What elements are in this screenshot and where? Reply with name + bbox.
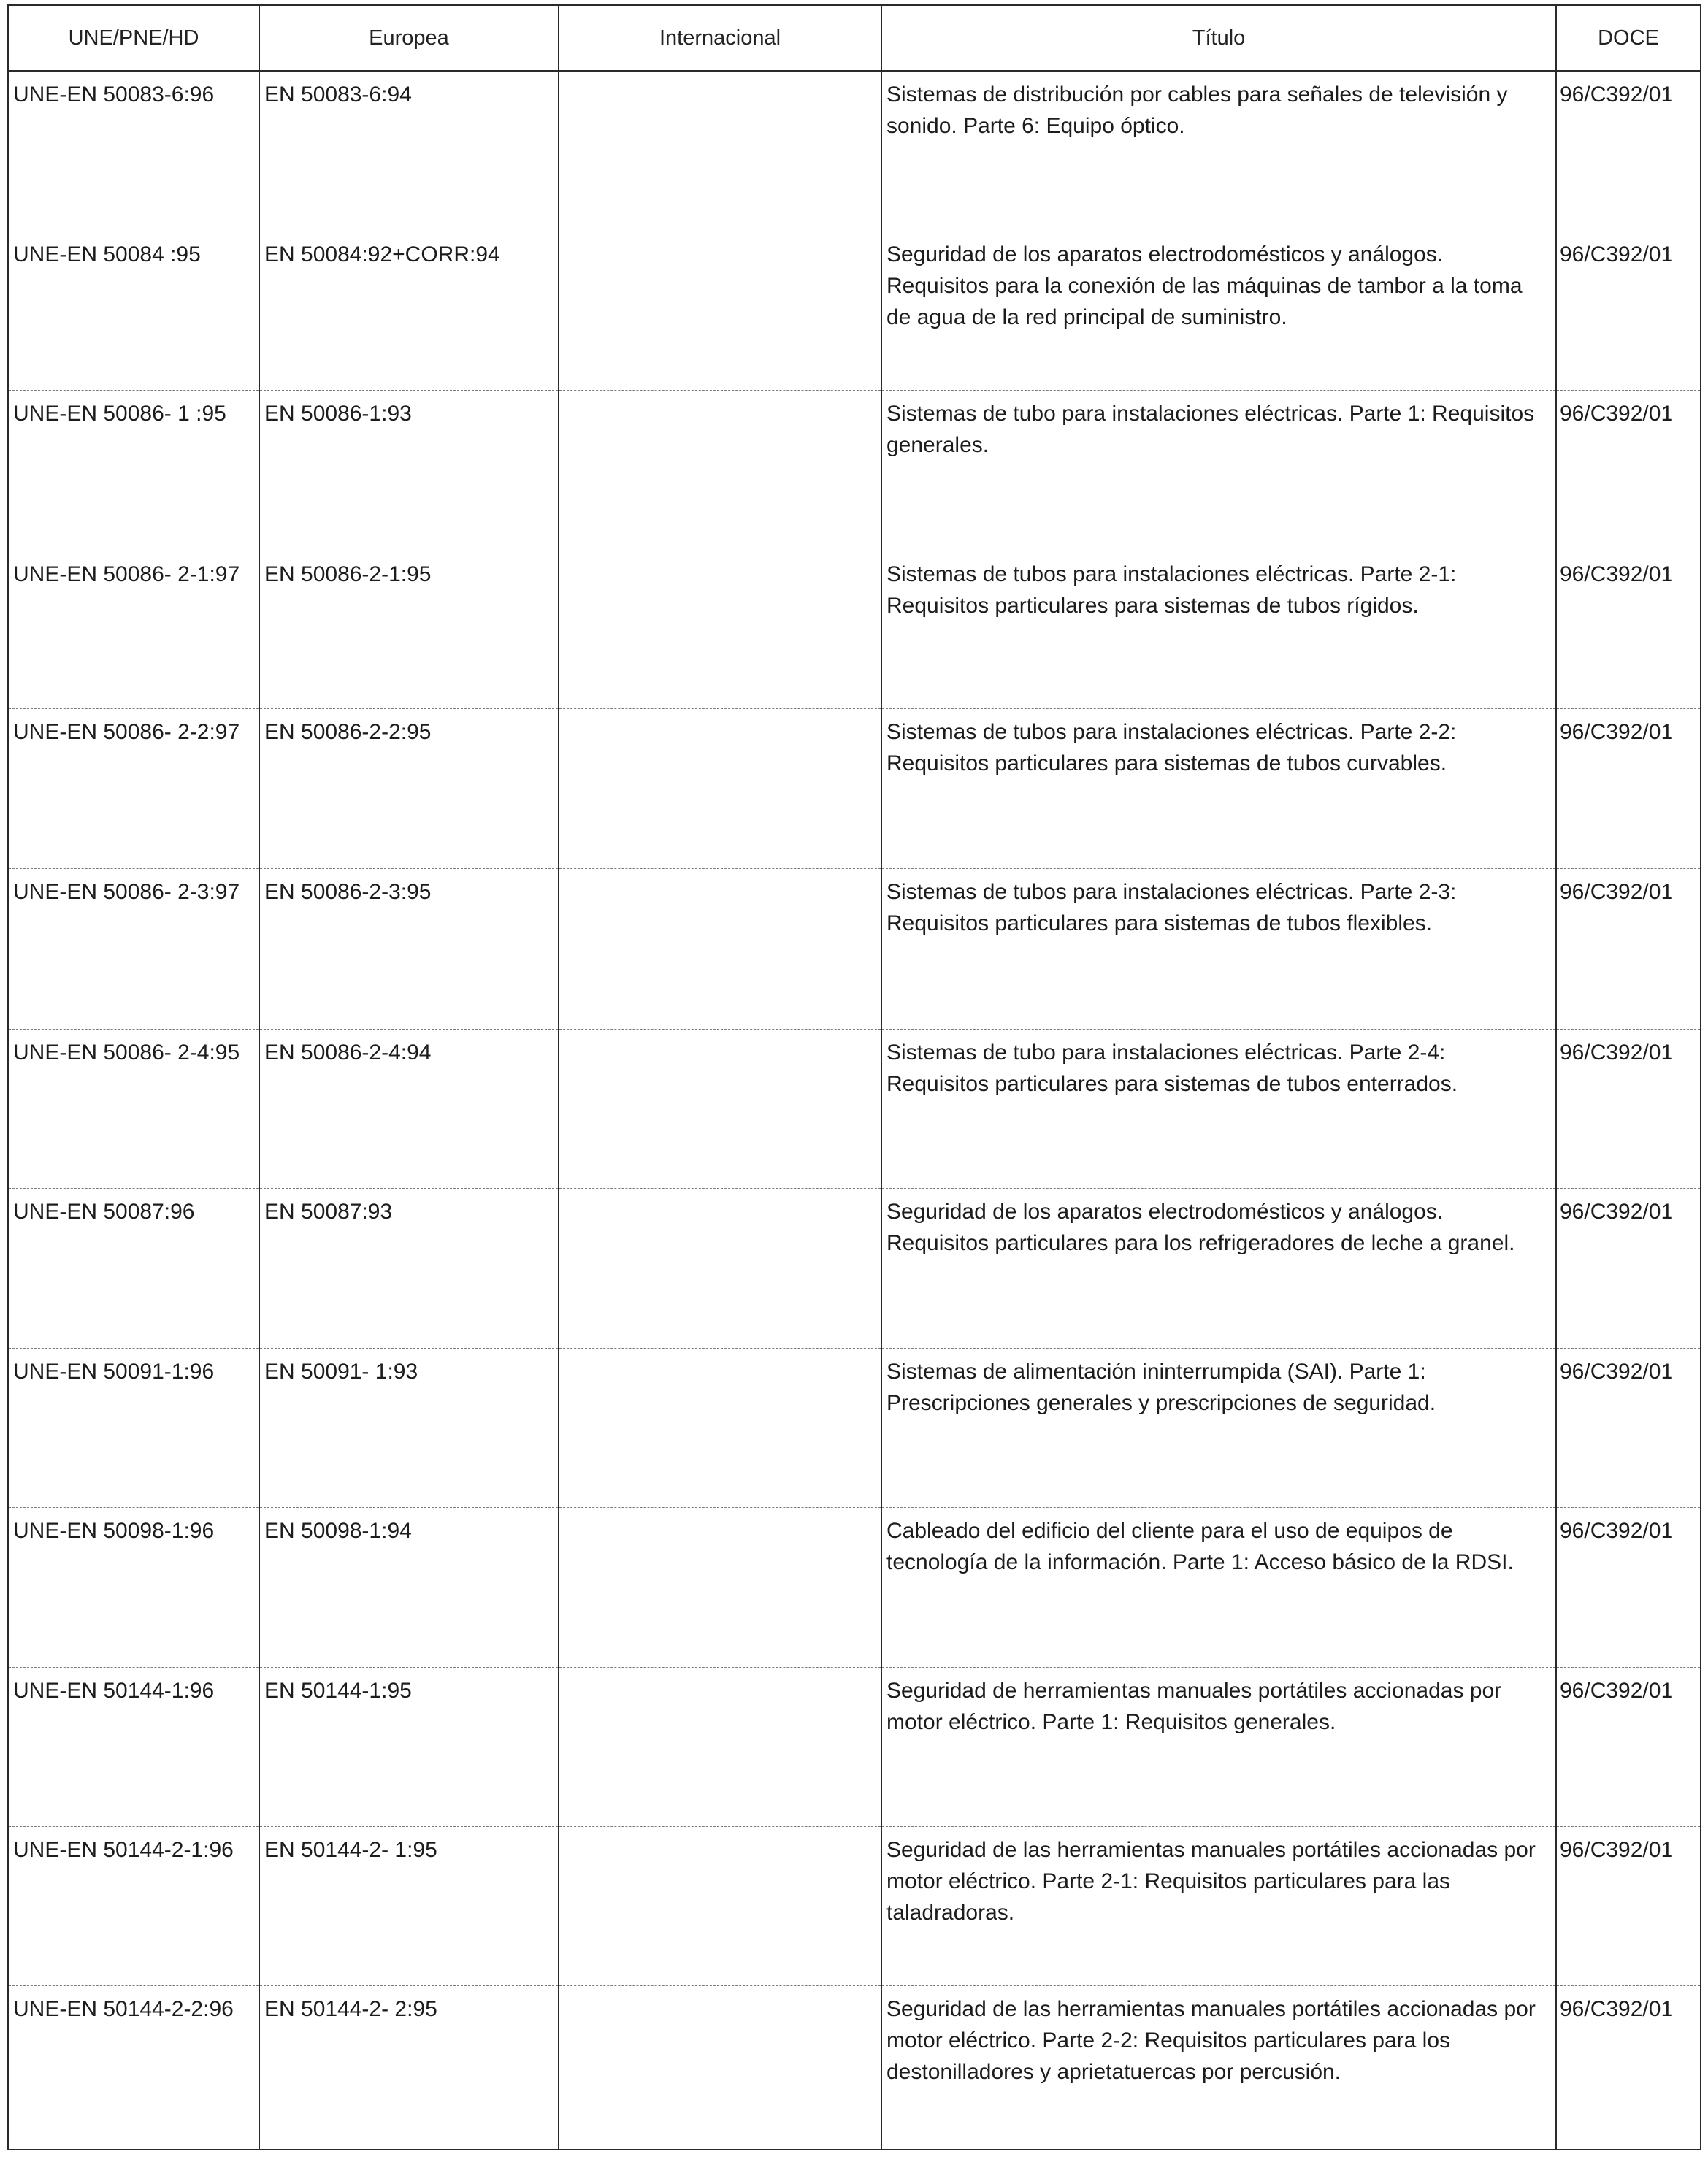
cell-doce: 96/C392/01 <box>1556 1826 1701 1985</box>
cell-internacional <box>559 71 881 231</box>
cell-internacional <box>559 868 881 1029</box>
cell-une: UNE-EN 50144-2-1:96 <box>8 1826 259 1985</box>
cell-une: UNE-EN 50086- 2-4:95 <box>8 1029 259 1188</box>
cell-doce: 96/C392/01 <box>1556 71 1701 231</box>
table-row <box>8 231 1701 390</box>
table-row <box>8 1826 1701 1985</box>
cell-une: UNE-EN 50087:96 <box>8 1188 259 1348</box>
cell-europea: EN 50087:93 <box>259 1188 559 1348</box>
cell-internacional <box>559 1188 881 1348</box>
standards-table <box>7 4 1701 2150</box>
cell-internacional <box>559 1029 881 1188</box>
cell-internacional <box>559 390 881 551</box>
table-row <box>8 1188 1701 1348</box>
cell-une: UNE-EN 50086- 2-1:97 <box>8 551 259 708</box>
cell-europea: EN 50098-1:94 <box>259 1507 559 1667</box>
cell-titulo: Sistemas de distribución por cables para señales de televisión y sonido. Parte 6: Equipo óptico. <box>881 71 1556 231</box>
cell-europea: EN 50086-2-4:94 <box>259 1029 559 1188</box>
cell-doce: 96/C392/01 <box>1556 1507 1701 1667</box>
cell-europea: EN 50086-2-1:95 <box>259 551 559 708</box>
table-row <box>8 708 1701 868</box>
cell-europea: EN 50086-2-2:95 <box>259 708 559 868</box>
cell-europea: EN 50086-2-3:95 <box>259 868 559 1029</box>
cell-une: UNE-EN 50144-2-2:96 <box>8 1985 259 2150</box>
cell-titulo: Seguridad de las herramientas manuales portátiles accionadas por motor eléctrico. Parte 2-2: Requisitos particulares para los destonilladores y aprietatuercas por percusión. <box>881 1985 1556 2150</box>
cell-europea: EN 50086-1:93 <box>259 390 559 551</box>
table-row <box>8 551 1701 708</box>
table-row <box>8 1029 1701 1188</box>
cell-titulo: Sistemas de alimentación ininterrumpida (SAI). Parte 1: Prescripciones generales y prescripciones de seguridad. <box>881 1348 1556 1507</box>
table-row <box>8 1348 1701 1507</box>
header-titulo: Título <box>881 5 1556 71</box>
table-row <box>8 1985 1701 2150</box>
cell-internacional <box>559 551 881 708</box>
cell-une: UNE-EN 50091-1:96 <box>8 1348 259 1507</box>
cell-europea: EN 50083-6:94 <box>259 71 559 231</box>
cell-une: UNE-EN 50144-1:96 <box>8 1667 259 1826</box>
cell-doce: 96/C392/01 <box>1556 868 1701 1029</box>
cell-titulo: Sistemas de tubos para instalaciones eléctricas. Parte 2-3: Requisitos particulares para sistemas de tubos flexibles. <box>881 868 1556 1029</box>
cell-doce: 96/C392/01 <box>1556 231 1701 390</box>
cell-doce: 96/C392/01 <box>1556 1667 1701 1826</box>
cell-titulo: Sistemas de tubo para instalaciones eléctricas. Parte 2-4: Requisitos particulares para sistemas de tubos enterrados. <box>881 1029 1556 1188</box>
cell-internacional <box>559 1348 881 1507</box>
header-doce: DOCE <box>1556 5 1701 71</box>
header-internacional: Internacional <box>559 5 881 71</box>
cell-une: UNE-EN 50083-6:96 <box>8 71 259 231</box>
cell-titulo: Sistemas de tubos para instalaciones eléctricas. Parte 2-1: Requisitos particulares para sistemas de tubos rígidos. <box>881 551 1556 708</box>
document-page <box>7 4 1701 2150</box>
cell-titulo: Sistemas de tubo para instalaciones eléctricas. Parte 1: Requisitos generales. <box>881 390 1556 551</box>
cell-doce: 96/C392/01 <box>1556 1188 1701 1348</box>
table-row <box>8 1507 1701 1667</box>
cell-internacional <box>559 708 881 868</box>
table-header-row <box>8 5 1701 71</box>
cell-internacional <box>559 1985 881 2150</box>
cell-doce: 96/C392/01 <box>1556 708 1701 868</box>
table-row <box>8 71 1701 231</box>
cell-une: UNE-EN 50086- 2-3:97 <box>8 868 259 1029</box>
header-une-pne-hd: UNE/PNE/HD <box>8 5 259 71</box>
cell-europea: EN 50144-2- 1:95 <box>259 1826 559 1985</box>
table-row <box>8 390 1701 551</box>
cell-titulo: Seguridad de las herramientas manuales portátiles accionadas por motor eléctrico. Parte 2-1: Requisitos particulares para las taladradoras. <box>881 1826 1556 1985</box>
cell-europea: EN 50144-2- 2:95 <box>259 1985 559 2150</box>
cell-doce: 96/C392/01 <box>1556 1029 1701 1188</box>
cell-une: UNE-EN 50098-1:96 <box>8 1507 259 1667</box>
table-row <box>8 1667 1701 1826</box>
cell-une: UNE-EN 50086- 1 :95 <box>8 390 259 551</box>
cell-internacional <box>559 1826 881 1985</box>
cell-titulo: Seguridad de los aparatos electrodomésticos y análogos. Requisitos particulares para los refrigeradores de leche a granel. <box>881 1188 1556 1348</box>
table-row <box>8 868 1701 1029</box>
cell-une: UNE-EN 50086- 2-2:97 <box>8 708 259 868</box>
cell-titulo: Seguridad de herramientas manuales portátiles accionadas por motor eléctrico. Parte 1: Requisitos generales. <box>881 1667 1556 1826</box>
cell-internacional <box>559 1507 881 1667</box>
cell-doce: 96/C392/01 <box>1556 551 1701 708</box>
cell-doce: 96/C392/01 <box>1556 390 1701 551</box>
header-europea: Europea <box>259 5 559 71</box>
cell-titulo: Cableado del edificio del cliente para el uso de equipos de tecnología de la información. Parte 1: Acceso básico de la RDSI. <box>881 1507 1556 1667</box>
cell-internacional <box>559 231 881 390</box>
cell-une: UNE-EN 50084 :95 <box>8 231 259 390</box>
cell-europea: EN 50091- 1:93 <box>259 1348 559 1507</box>
cell-europea: EN 50084:92+CORR:94 <box>259 231 559 390</box>
cell-titulo: Sistemas de tubos para instalaciones eléctricas. Parte 2-2: Requisitos particulares para sistemas de tubos curvables. <box>881 708 1556 868</box>
cell-doce: 96/C392/01 <box>1556 1985 1701 2150</box>
cell-europea: EN 50144-1:95 <box>259 1667 559 1826</box>
cell-titulo: Seguridad de los aparatos electrodomésticos y análogos. Requisitos para la conexión de las máquinas de tambor a la toma de agua de la red principal de suministro. <box>881 231 1556 390</box>
cell-doce: 96/C392/01 <box>1556 1348 1701 1507</box>
cell-internacional <box>559 1667 881 1826</box>
